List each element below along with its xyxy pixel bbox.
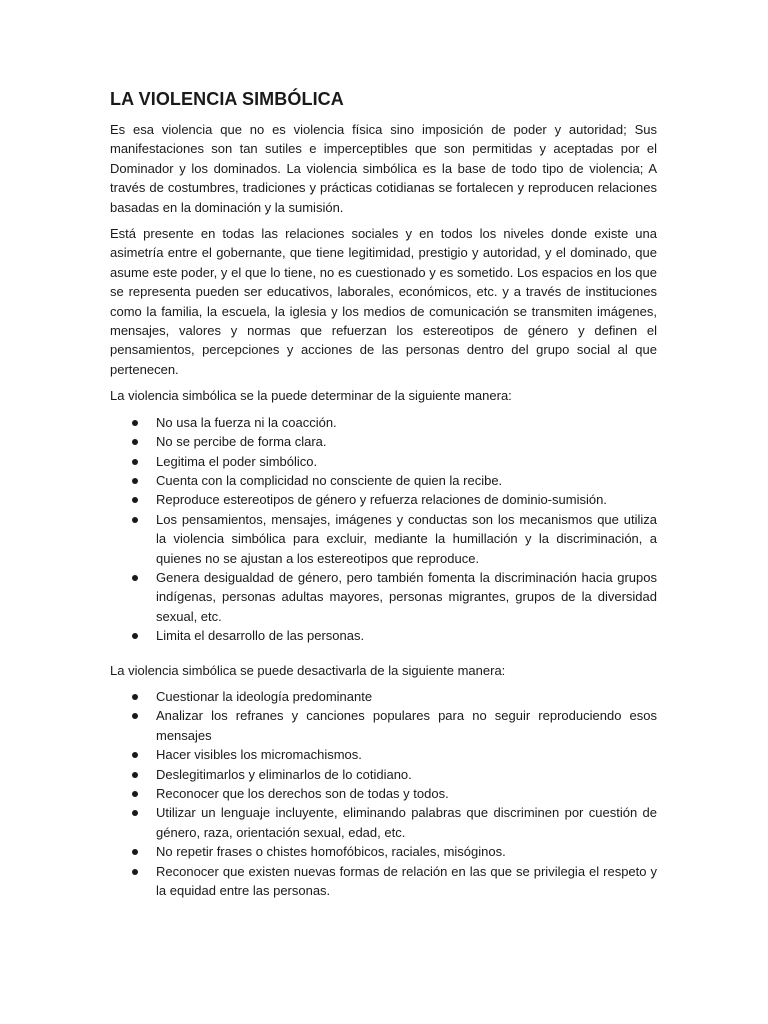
bullet-icon — [132, 633, 138, 639]
list1-intro: La violencia simbólica se la puede determinar de la siguiente manera: — [110, 388, 512, 404]
list-item — [110, 490, 657, 509]
list-item — [110, 784, 657, 803]
bullet-icon — [132, 517, 138, 523]
list-item — [110, 842, 657, 861]
list-item-text: Genera desigualdad de género, pero también fomenta la discriminación hacia grupos indígenas, personas adultas mayores, personas migrantes, grupos de la diversidad sexual, etc. — [156, 569, 657, 624]
paragraph-2: Está presente en todas las relaciones sociales y en todos los niveles donde existe una asimetría entre el gobernante, que tiene legitimidad, prestigio y autoridad, y el dominado, que asume este poder, y el que lo tiene, no es cuestionado y es sometido. Los espacios en los que se representa pueden ser educativos, laborales, económicos, etc. y a través de instituciones como la familia, la escuela, la iglesia y los medios de comunicación se transmiten imágenes, mensajes, valores y normas que refuerzan los estereotipos de género y definen el pensamientos, percepciones y acciones de las personas dentro del grupo social al que pertenecen. — [110, 226, 657, 377]
list-item-text: No repetir frases o chistes homofóbicos, raciales, misóginos. — [156, 844, 506, 860]
bullet-icon — [132, 849, 138, 855]
list-item-text: Hacer visibles los micromachismos. — [156, 747, 362, 763]
document-page — [110, 86, 657, 900]
list-item — [110, 452, 657, 471]
list-item — [110, 471, 657, 490]
list-item-text: Reconocer que los derechos son de todas y todos. — [156, 786, 449, 801]
bullet-icon — [132, 869, 138, 875]
bullet-icon — [132, 810, 138, 816]
list-item — [110, 862, 657, 901]
paragraph-1: Es esa violencia que no es violencia física sino imposición de poder y autoridad; Sus manifestaciones son tan sutiles e imperceptibles que son permitidas y aceptadas por el Dominador y los dominados. La violencia simbólica es la base de todo tipo de violencia; A través de costumbres, tradiciones y prácticas cotidianas se fortalecen y reproducen relaciones basadas en la dominación y la sumisión. — [110, 122, 657, 215]
bullet-icon — [132, 459, 138, 465]
list-item-text: Cuestionar la ideología predominante — [156, 688, 373, 704]
list-item-text: Legitima el poder simbólico. — [156, 453, 318, 469]
list-item-text: Reconocer que existen nuevas formas de relación en las que se privilegia el respeto y la equidad entre las personas. — [156, 863, 657, 899]
list-item-text: Utilizar un lenguaje incluyente, eliminando palabras que discriminen por cuestión de género, raza, orientación sexual, edad, etc. — [156, 805, 657, 840]
bullet-icon — [132, 575, 138, 581]
list-item-text: Deslegitimarlos y eliminarlos de lo cotidiano. — [156, 766, 412, 782]
list-item — [110, 765, 657, 784]
list1 — [110, 413, 657, 646]
list-item — [110, 510, 657, 568]
bullet-icon — [132, 420, 138, 426]
spacer — [110, 646, 657, 661]
bullet-icon — [132, 497, 138, 503]
list-item-text: No usa la fuerza ni la coacción. — [156, 414, 337, 430]
list-item — [110, 687, 657, 706]
list-item — [110, 803, 657, 842]
document-title: LA VIOLENCIA SIMBÓLICA — [110, 89, 344, 109]
bullet-icon — [132, 713, 138, 719]
list2-intro: La violencia simbólica se puede desactivarla de la siguiente manera: — [110, 662, 506, 678]
bullet-icon — [132, 439, 138, 445]
list-item-text: Limita el desarrollo de las personas. — [156, 628, 365, 644]
list-item — [110, 413, 657, 432]
bullet-icon — [132, 478, 138, 484]
list-item-text: Los pensamientos, mensajes, imágenes y conductas son los mecanismos que utiliza la violencia simbólica para excluir, mediante la humillación y la discriminación, a quienes no se ajustan a los estereotipos que reproduce. — [156, 511, 657, 566]
bullet-icon — [132, 694, 138, 700]
list-item-text: Analizar los refranes y canciones populares para no seguir reproduciendo esos mensajes — [156, 708, 657, 743]
list-item — [110, 432, 657, 451]
list2 — [110, 687, 657, 900]
list-item — [110, 706, 657, 745]
list-item-text: Reproduce estereotipos de género y refuerza relaciones de dominio-sumisión. — [156, 492, 607, 508]
list-item — [110, 745, 657, 764]
list-item-text: Cuenta con la complicidad no consciente de quien la recibe. — [156, 472, 503, 488]
list-item — [110, 626, 657, 645]
bullet-icon — [132, 791, 138, 797]
bullet-icon — [132, 752, 138, 758]
bullet-icon — [132, 772, 138, 778]
list-item — [110, 568, 657, 626]
list-item-text: No se percibe de forma clara. — [156, 434, 327, 450]
